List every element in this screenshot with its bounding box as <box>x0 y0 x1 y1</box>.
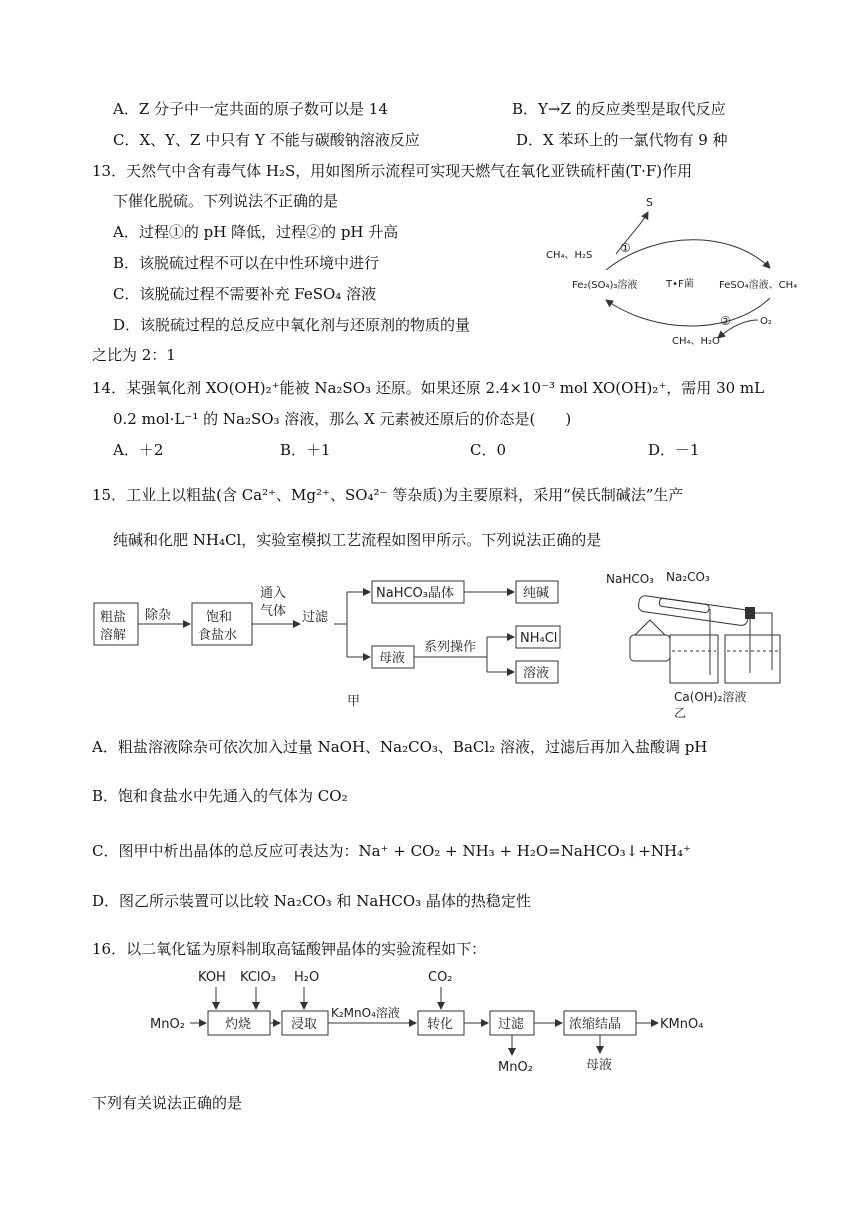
q13-stem-line1: 13．天然气中含有毒气体 H₂S，用如图所示流程可实现天燃气在氧化亚铁硫杆菌(T·F)作用 <box>92 162 693 180</box>
h2o-label: H₂O <box>294 970 320 985</box>
kclo3-label: KClO₃ <box>240 970 276 985</box>
q14-option-d: D．－1 <box>648 441 700 459</box>
kmno4-label: KMnO₄ <box>660 1017 704 1032</box>
gas-label-1: 通入 <box>260 586 287 601</box>
q13-desulfurization-diagram <box>536 190 826 350</box>
q14-option-c: C．0 <box>470 441 507 459</box>
q16-process-flow-diagram <box>148 965 728 1080</box>
q14-stem-line2: 0.2 mol·L⁻¹ 的 Na₂SO₃ 溶液，那么 X 元素被还原后的价态是( ) <box>113 410 572 428</box>
fig-fe2so43-label: Fe₂(SO₄)₃溶液 <box>572 280 638 291</box>
sat-label-2: 食盐水 <box>198 628 238 643</box>
soda-label: 纯碱 <box>523 586 550 601</box>
q16-stem: 16．以二氧化锰为原料制取高锰酸钾晶体的实验流程如下： <box>92 940 487 958</box>
convert-label: 转化 <box>427 1017 454 1032</box>
co2-label: CO₂ <box>428 970 453 985</box>
gas-label-2: 气体 <box>260 604 287 619</box>
ops-label: 系列操作 <box>424 640 477 655</box>
crude-label-2: 溶解 <box>100 628 127 643</box>
fig-feso4-label: FeSO₄溶液、CH₄ <box>719 280 798 291</box>
q15-option-b: B．饱和食盐水中先通入的气体为 CO₂ <box>92 787 348 805</box>
app-na2co3-label: Na₂CO₃ <box>666 570 710 584</box>
q15-process-flow-diagram <box>92 565 572 713</box>
koh-label: KOH <box>198 970 226 985</box>
roast-label: 灼烧 <box>225 1017 252 1032</box>
crude-label-1: 粗盐 <box>100 610 127 625</box>
filter-label-16: 过滤 <box>498 1017 525 1032</box>
q13-option-c: C．该脱硫过程不需要补充 FeSO₄ 溶液 <box>113 285 377 303</box>
q15-option-a: A．粗盐溶液除杂可依次加入过量 NaOH、Na₂CO₃、BaCl₂ 溶液，过滤后再加入盐酸调 pH <box>92 738 708 756</box>
q15-option-d: D．图乙所示装置可以比较 Na₂CO₃ 和 NaHCO₃ 晶体的热稳定性 <box>92 892 531 910</box>
conc-label: 浓缩结晶 <box>569 1017 622 1032</box>
fig-caption-yi: 乙 <box>674 706 687 720</box>
leach-label: 浸取 <box>291 1017 318 1032</box>
fig-ch4-h2s-label: CH₄、H₂S <box>546 250 593 261</box>
fig-step2-label: ② <box>720 314 731 328</box>
fig-ch4-h2o-label: CH₄、H₂O <box>672 336 720 347</box>
mno2-out-label: MnO₂ <box>498 1060 533 1075</box>
q14-option-b: B．＋1 <box>280 441 331 459</box>
fig-step1-label: ① <box>620 241 631 255</box>
fig-tf-label: T•F菌 <box>666 279 694 290</box>
q16-tail: 下列有关说法正确的是 <box>92 1094 243 1112</box>
q13-option-d-line1: D．该脱硫过程的总反应中氧化剂与还原剂的物质的量 <box>113 316 471 334</box>
mno2-in-label: MnO₂ <box>150 1017 185 1032</box>
q15-option-c: C．图甲中析出晶体的总反应可表达为：Na⁺ + CO₂ + NH₃ + H₂O=NaHCO₃↓+NH₄⁺ <box>92 842 691 860</box>
fig-o2-label: O₂ <box>760 316 772 327</box>
remove-label: 除杂 <box>145 608 172 623</box>
k2mno4-label: K₂MnO₄溶液 <box>331 1006 400 1020</box>
q12-option-b: B．Y→Z 的反应类型是取代反应 <box>512 100 726 118</box>
q12-option-c: C．X、Y、Z 中只有 Y 不能与碳酸钠溶液反应 <box>113 131 420 149</box>
nh4cl-label: NH₄Cl <box>520 631 558 646</box>
q15-stem-line2: 纯碱和化肥 NH₄Cl，实验室模拟工艺流程如图甲所示。下列说法正确的是 <box>113 531 602 549</box>
sat-label-1: 饱和 <box>206 610 233 625</box>
filter-label: 过滤 <box>302 610 329 625</box>
sol-label: 溶液 <box>523 666 550 681</box>
q14-option-a: A．＋2 <box>113 441 164 459</box>
mother-label-16: 母液 <box>586 1058 613 1073</box>
app-caoh2-label: Ca(OH)₂溶液 <box>674 690 747 704</box>
q13-option-d-line2: 之比为 2：1 <box>92 346 176 364</box>
q13-option-b: B．该脱硫过程不可以在中性环境中进行 <box>113 254 380 272</box>
fig-caption-jia: 甲 <box>347 694 361 709</box>
app-nahco3-label: NaHCO₃ <box>606 572 654 586</box>
q12-option-a: A．Z 分子中一定共面的原子数可以是 14 <box>113 100 388 118</box>
q13-option-a: A．过程①的 pH 降低，过程②的 pH 升高 <box>113 223 399 241</box>
q14-stem-line1: 14．某强氧化剂 XO(OH)₂⁺能被 Na₂SO₃ 还原。如果还原 2.4×10⁻³ mol XO(OH)₂⁺，需用 30 mL <box>92 379 765 397</box>
q13-stem-line2: 下催化脱硫。下列说法不正确的是 <box>113 192 339 210</box>
nahco3-label: NaHCO₃晶体 <box>376 586 454 601</box>
q12-option-d: D．X 苯环上的一氯代物有 9 种 <box>516 131 728 149</box>
q15-stem-line1: 15．工业上以粗盐(含 Ca²⁺、Mg²⁺、SO₄²⁻ 等杂质)为主要原料，采用“侯氏制碱法”生产 <box>92 486 684 504</box>
fig-s-label: S <box>646 196 653 209</box>
mother-label: 母液 <box>379 651 406 666</box>
q15-apparatus-diagram <box>600 565 790 720</box>
